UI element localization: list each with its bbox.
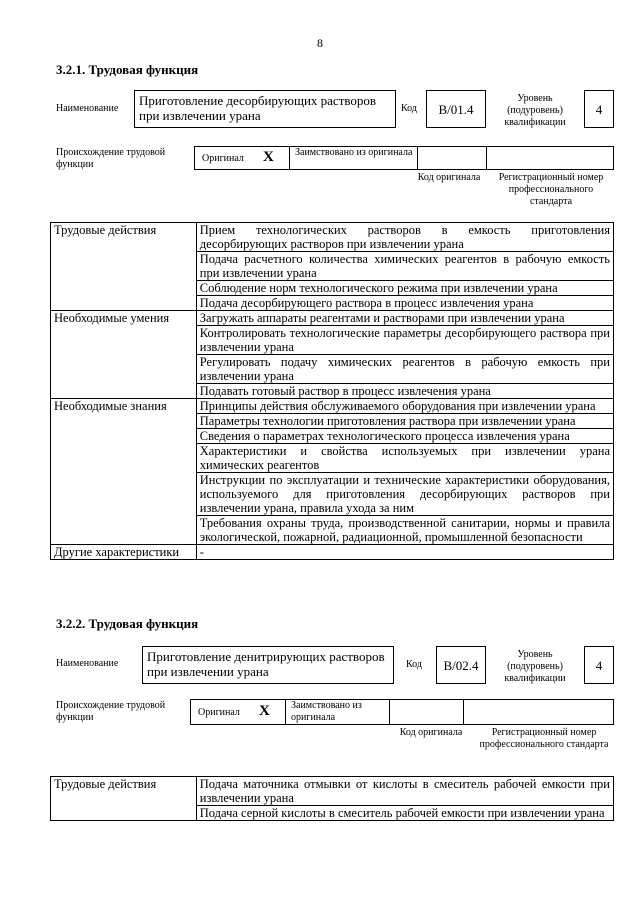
divider	[389, 700, 390, 724]
row-item: Соблюдение норм технологического режима при извлечении урана	[196, 281, 613, 296]
original-label: Оригинал	[202, 153, 244, 164]
origin-label: Происхождение трудовой функции	[56, 147, 166, 170]
name-label: Наименование	[56, 658, 119, 669]
origin-row	[194, 146, 614, 170]
function-name-box	[134, 90, 396, 128]
row-item: Параметры технологии приготовления раствора при извлечении урана	[196, 414, 613, 429]
page-number: 8	[317, 36, 323, 50]
row-label: Трудовые действия	[51, 223, 197, 311]
row-item: Принципы действия обслуживаемого оборудования при извлечении урана	[196, 399, 613, 414]
row-item: -	[196, 545, 613, 560]
code-original-label: Код оригинала	[399, 727, 463, 738]
code-value: B/02.4	[443, 658, 479, 673]
table-row	[51, 545, 614, 560]
name-label: Наименование	[56, 103, 119, 114]
original-label: Оригинал	[198, 707, 240, 718]
borrowed-label: Заимствовано из оригинала	[295, 147, 413, 158]
level-box	[584, 90, 614, 128]
row-label: Трудовые действия	[51, 777, 197, 821]
reg-number-label: Регистрационный номер профессионального стандарта	[498, 172, 604, 207]
table-row	[51, 777, 614, 806]
level-label: Уровень (подуровень) квалификации	[504, 93, 566, 128]
code-original-label: Код оригинала	[417, 172, 481, 183]
row-item: Подача серной кислоты в смеситель рабочей емкости при извлечении урана	[196, 806, 613, 821]
code-label: Код	[406, 659, 422, 670]
level-label: Уровень (подуровень) квалификации	[504, 649, 566, 684]
section-heading: 3.2.1. Трудовая функция	[56, 62, 199, 77]
row-item: Подавать готовый раствор в процесс извлечения урана	[196, 384, 613, 399]
divider	[285, 700, 286, 724]
origin-row	[190, 699, 614, 725]
divider	[486, 147, 487, 169]
row-item: Требования охраны труда, производственной санитарии, нормы и правила экологической, пожарной, радиационной, промышленной безопасности	[196, 516, 613, 545]
row-item: Сведения о параметрах технологического процесса извлечения урана	[196, 429, 613, 444]
table-row	[51, 311, 614, 326]
row-item: Загружать аппараты реагентами и растворами при извлечении урана	[196, 311, 613, 326]
row-item: Контролировать технологические параметры десорбирующего раствора при извлечении урана	[196, 326, 613, 355]
code-box	[426, 90, 486, 128]
reg-number-label: Регистрационный номер профессионального стандарта	[479, 727, 609, 750]
code-box	[436, 646, 486, 684]
divider	[463, 700, 464, 724]
divider	[289, 147, 290, 169]
row-item: Подача расчетного количества химических реагентов в рабочую емкость при извлечении урана	[196, 252, 613, 281]
row-item: Подача десорбирующего раствора в процесс извлечения урана	[196, 296, 613, 311]
borrowed-label: Заимствовано из оригинала	[291, 700, 362, 723]
row-item: Регулировать подачу химических реагентов в рабочую емкость при извлечении урана	[196, 355, 613, 384]
level-value: 4	[595, 658, 603, 673]
row-label: Другие характеристики	[51, 545, 197, 560]
function-name: Приготовление десорбирующих растворов при извлечении урана	[139, 93, 377, 123]
divider	[417, 147, 418, 169]
level-box	[584, 646, 614, 684]
function-name-box	[142, 646, 394, 684]
section-heading: 3.2.2. Трудовая функция	[56, 616, 199, 631]
code-label: Код	[401, 103, 417, 114]
original-mark: X	[259, 703, 270, 719]
original-mark: X	[263, 149, 274, 165]
origin-label: Происхождение трудовой функции	[56, 700, 166, 723]
row-item: Инструкции по эксплуатации и технические характеристики оборудования, используемого для приготовления десорбирующих растворов при извлечении урана, правила ухода за ним	[196, 473, 613, 516]
section-2-table	[50, 776, 614, 821]
table-row	[51, 223, 614, 252]
table-row	[51, 399, 614, 414]
row-item: Прием технологических растворов в емкость приготовления десорбирующих растворов при извлечении урана	[196, 223, 613, 252]
row-item: Подача маточника отмывки от кислоты в смеситель рабочей емкости при извлечении урана	[196, 777, 613, 806]
row-label: Необходимые умения	[51, 311, 197, 399]
level-value: 4	[595, 102, 603, 117]
code-value: B/01.4	[438, 102, 474, 117]
function-name: Приготовление денитрирующих растворов при извлечении урана	[147, 649, 385, 679]
section-1-table	[50, 222, 614, 560]
row-label: Необходимые знания	[51, 399, 197, 545]
row-item: Характеристики и свойства используемых при извлечении урана химических реагентов	[196, 444, 613, 473]
